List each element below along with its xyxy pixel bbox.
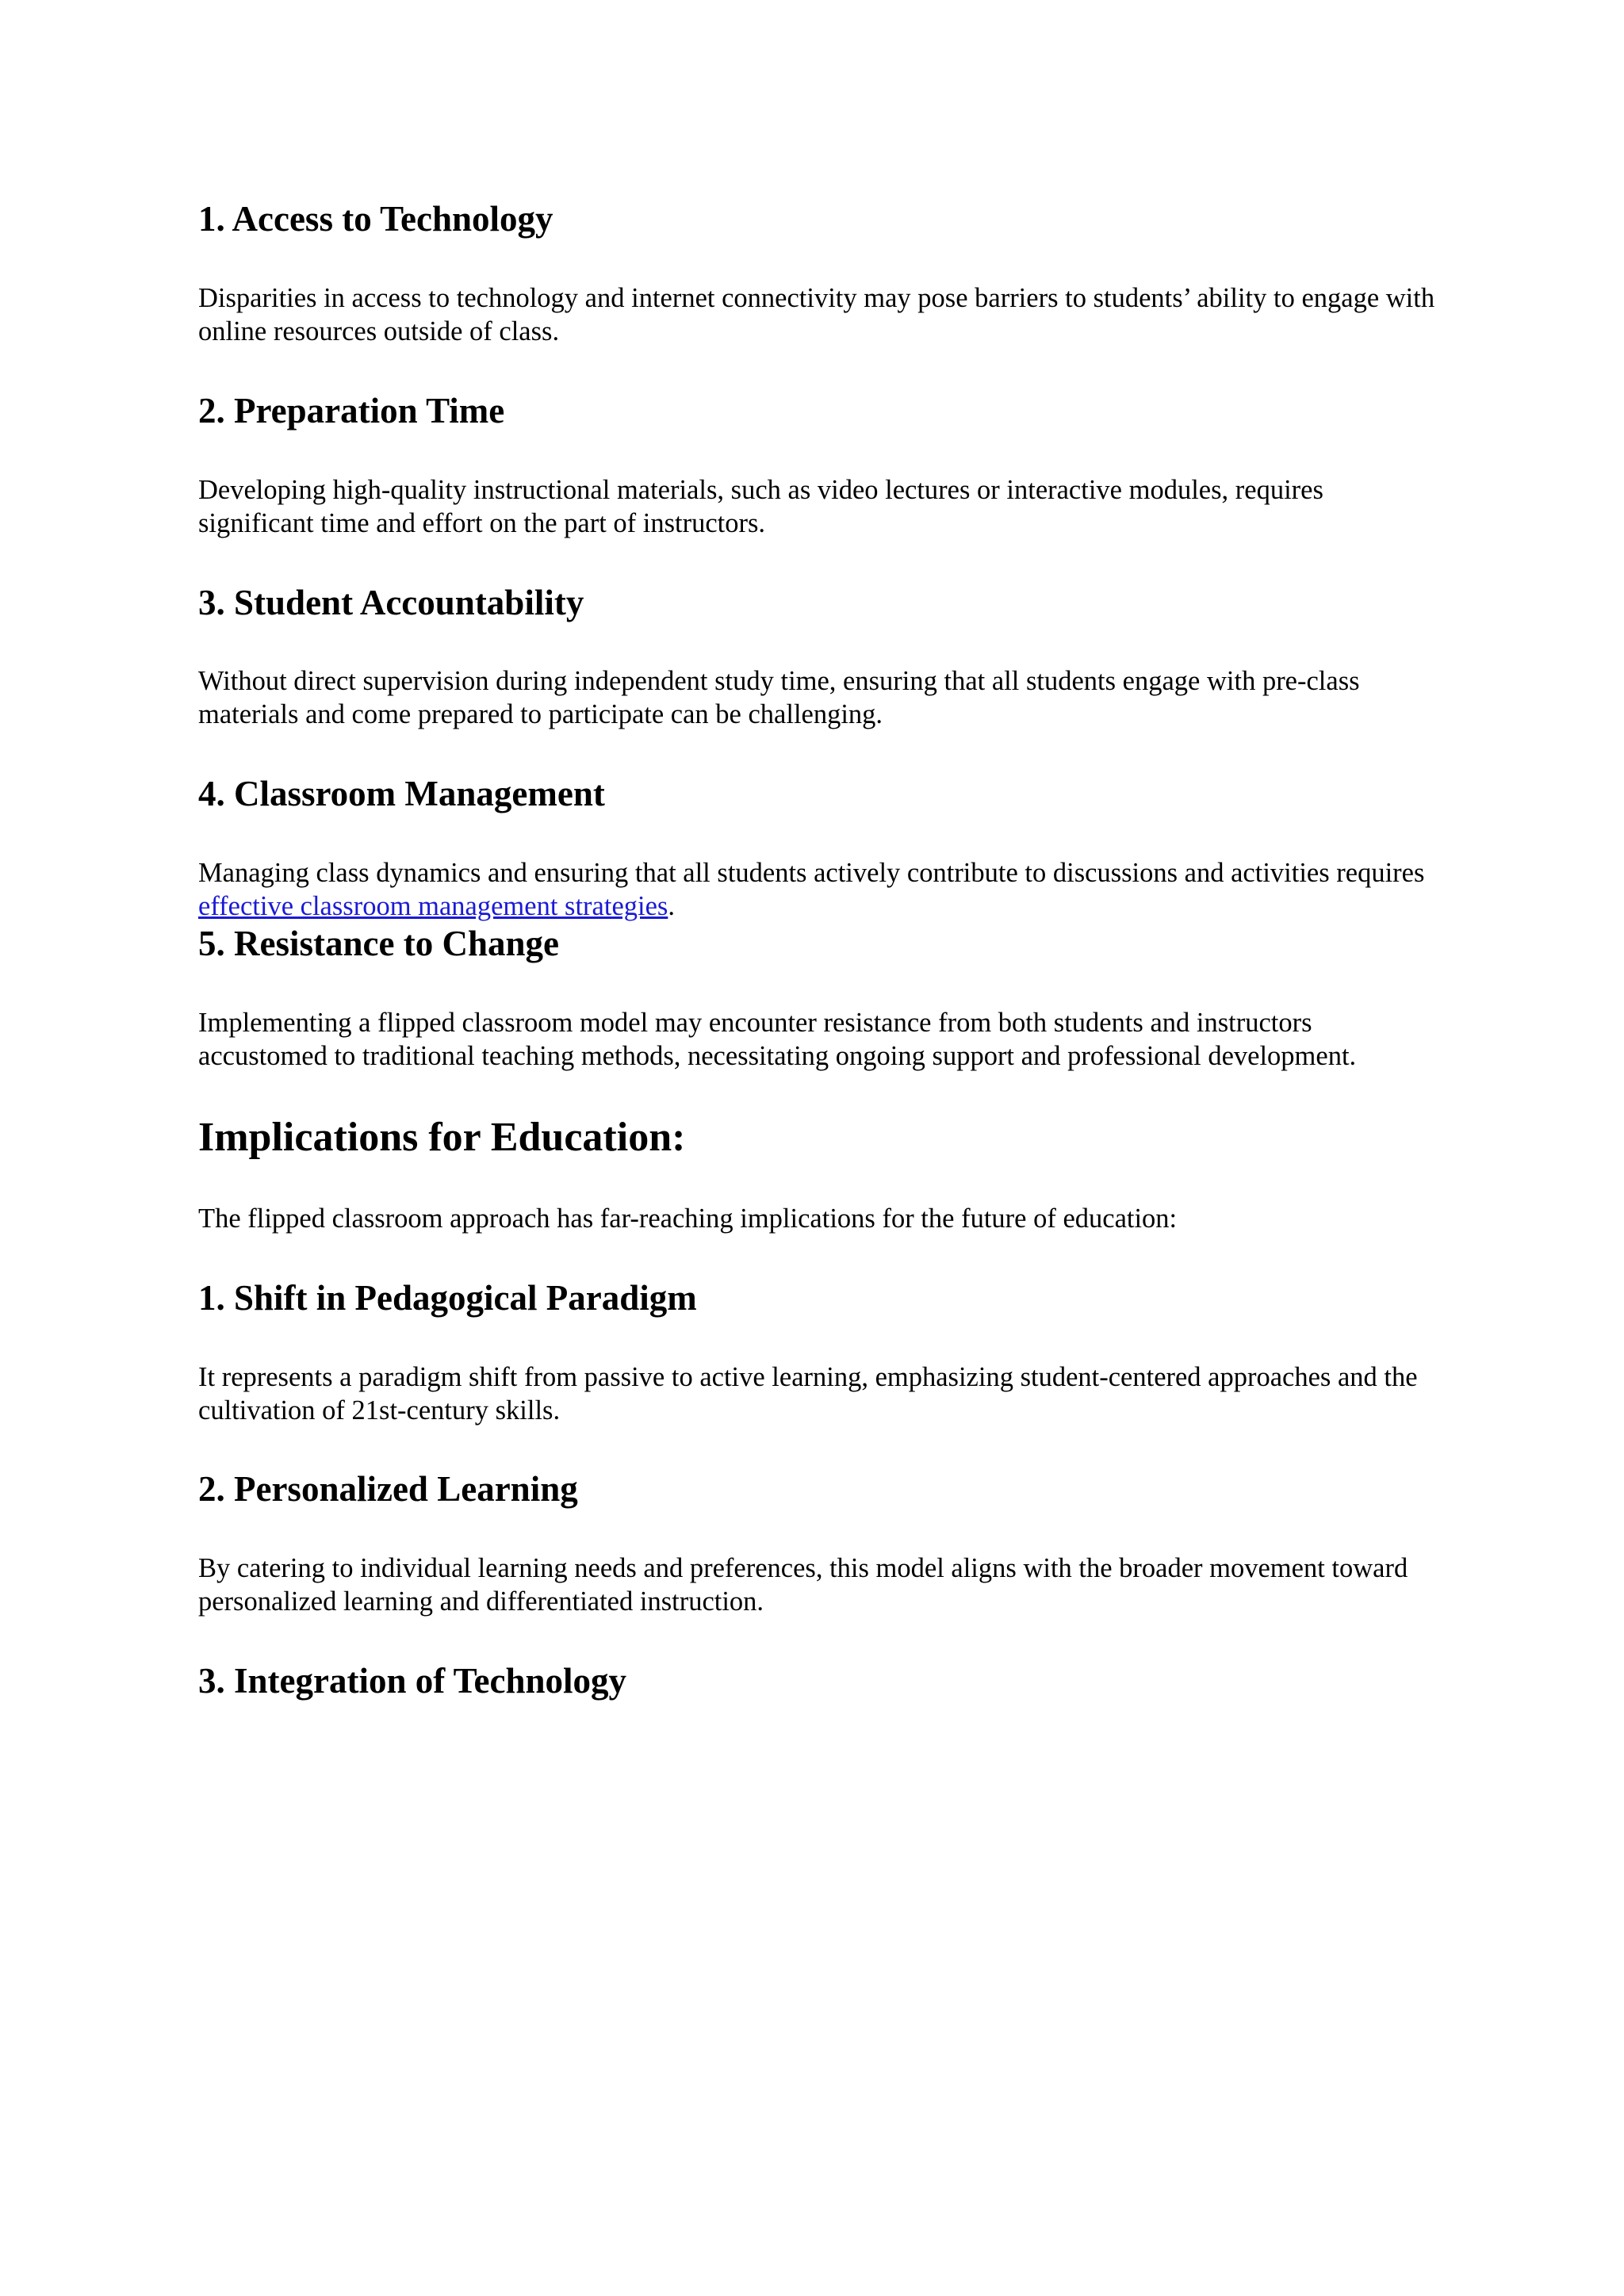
heading-student-accountability: 3. Student Accountability (198, 583, 584, 622)
paragraph-shift-in-pedagogical-paradigm: It represents a paradigm shift from passive to active learning, emphasizing student-centered approaches and the cultivation of 21st-century skills. (198, 1362, 1418, 1425)
paragraph-access-to-technology: Disparities in access to technology and internet connectivity may pose barriers to students’ ability to engage with online resources outside of class. (198, 283, 1435, 346)
paragraph-preparation-time: Developing high-quality instructional materials, such as video lectures or interactive modules, requires significant time and effort on the part of instructors. (198, 475, 1323, 538)
heading-classroom-management: 4. Classroom Management (198, 774, 605, 813)
paragraph-implications-intro: The flipped classroom approach has far-reaching implications for the future of education: (198, 1203, 1178, 1234)
heading-integration-of-technology: 3. Integration of Technology (198, 1661, 627, 1701)
paragraph-personalized-learning: By catering to individual learning needs and preferences, this model aligns with the broader movement toward personalized learning and differentiated instruction. (198, 1553, 1408, 1617)
classroom-management-strategies-link[interactable]: effective classroom management strategies (198, 891, 668, 921)
heading-access-to-technology: 1. Access to Technology (198, 199, 553, 239)
classroom-management-period: . (668, 891, 675, 921)
classroom-management-text: Managing class dynamics and ensuring that all students actively contribute to discussions and activities requires (198, 858, 1425, 888)
heading-implications-for-education: Implications for Education: (198, 1115, 686, 1160)
paragraph-student-accountability: Without direct supervision during independent study time, ensuring that all students engage with pre-class materials and come prepared to participate can be challenging. (198, 666, 1360, 729)
paragraph-resistance-to-change: Implementing a flipped classroom model may encounter resistance from both students and instructors accustomed to traditional teaching methods, necessitating ongoing support and professional development. (198, 1008, 1357, 1071)
paragraph-classroom-management (198, 856, 1435, 923)
heading-personalized-learning: 2. Personalized Learning (198, 1469, 578, 1509)
heading-resistance-to-change: 5. Resistance to Change (198, 924, 559, 963)
heading-preparation-time: 2. Preparation Time (198, 391, 505, 430)
heading-shift-in-pedagogical-paradigm: 1. Shift in Pedagogical Paradigm (198, 1278, 697, 1318)
